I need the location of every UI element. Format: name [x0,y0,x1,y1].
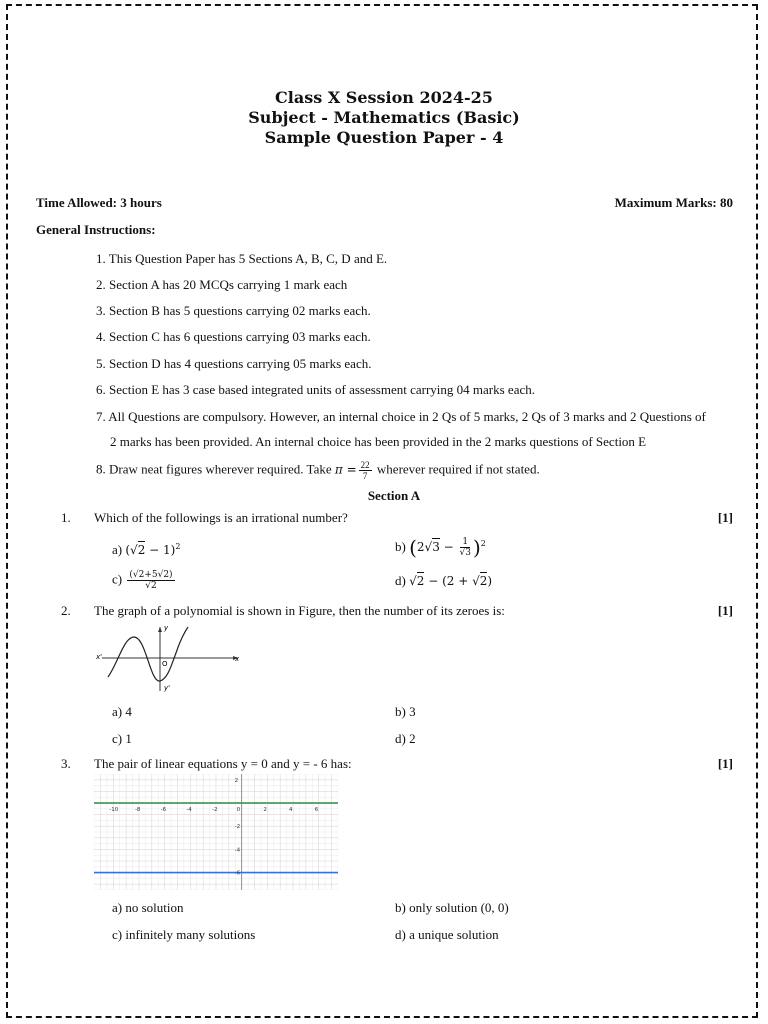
x-tick-label: -10 [109,807,119,813]
option-c: c) $\frac{(√2+5√2)}{√2}$ [112,570,173,591]
option-d: d) √2 − (2 + √2) [395,573,493,588]
general-instructions-heading: General Instructions: [36,222,156,237]
instruction-item-continued: 2 marks has been provided. An internal choice has been provided in the 2 marks questions of Section E [110,434,647,449]
question-marks: [1] [717,603,733,618]
instruction-item: 6. Section E has 3 case based integrated units of assessment carrying 04 marks each. [96,382,535,397]
instruction-item: 7. All Questions are compulsory. However, an internal choice in 2 Qs of 5 marks, 2 Qs of 3 marks and 2 Questions of [96,409,706,424]
figure-y-neg-label: y' [164,684,171,692]
question-marks: [1] [717,510,733,525]
section-a-heading: Section A [367,488,421,503]
instruction-item-pi: 8. Draw neat figures wherever required. Take π = $\frac{22}{7}$ wherever required if not stated. [96,460,540,481]
question-text: Which of the followings is an irrational number? [94,510,348,525]
x-tick-label: -4 [186,807,192,813]
question-number: 3. [61,756,71,771]
x-tick-label: 4 [289,807,293,813]
question-number: 2. [61,603,71,618]
option-c: c) infinitely many solutions [112,927,256,942]
x-tick-label: -2 [212,807,218,813]
instruction-item: 3. Section B has 5 questions carrying 02 marks each. [96,303,371,318]
instruction-item: 2. Section A has 20 MCQs carrying 1 mark each [96,277,348,292]
option-b: b) 3 [395,704,416,719]
question-marks: [1] [717,756,733,771]
linear-equations-graph [94,774,338,890]
figure-y-label: y [164,624,169,632]
x-tick-label: -8 [134,807,141,813]
instruction-item: 1. This Question Paper has 5 Sections A, B, C, D and E. [96,251,388,266]
y-tick-label: -2 [234,824,241,831]
option-b: b) (2√3 − $\frac{1}{√3}$ )$^2$ [395,535,486,560]
y-tick-label: -4 [234,847,241,854]
polynomial-graph-figure [94,623,242,695]
figure-x-neg-label: x' [96,653,103,661]
option-d: d) 2 [395,731,416,746]
figure-x-label: x [235,655,240,663]
option-a: a) no solution [112,900,184,915]
maximum-marks: Maximum Marks: 80 [614,195,733,210]
paper-subject-title: Subject - Mathematics (Basic) [248,108,520,127]
question-number: 1. [61,510,71,525]
x-tick-label: 2 [263,807,267,813]
question-text: The graph of a polynomial is shown in Figure, then the number of its zeroes is: [94,603,505,618]
option-c: c) 1 [112,731,132,746]
instruction-item: 5. Section D has 4 questions carrying 05 marks each. [96,356,372,371]
paper-sample-title: Sample Question Paper - 4 [264,128,504,147]
x-tick-label: 6 [314,807,319,813]
y-tick-label: -6 [234,870,241,877]
option-a: a) $(√2 - 1)^2$ [112,542,181,557]
x-tick-label: 0 [236,807,241,813]
option-a: a) 4 [112,704,132,719]
pi-fraction: $\frac{22}{7}$ [360,460,370,481]
y-tick-label: 2 [234,777,239,784]
time-allowed: Time Allowed: 3 hours [36,195,162,210]
option-d: d) a unique solution [395,927,499,942]
question-text: The pair of linear equations y = 0 and y = - 6 has: [94,756,352,771]
instruction-item: 4. Section C has 6 questions carrying 03 marks each. [96,329,371,344]
x-tick-label: -6 [160,807,167,813]
paper-class-title: Class X Session 2024-25 [275,88,493,107]
option-b: b) only solution (0, 0) [395,900,509,915]
figure-origin-label: O [162,660,168,668]
